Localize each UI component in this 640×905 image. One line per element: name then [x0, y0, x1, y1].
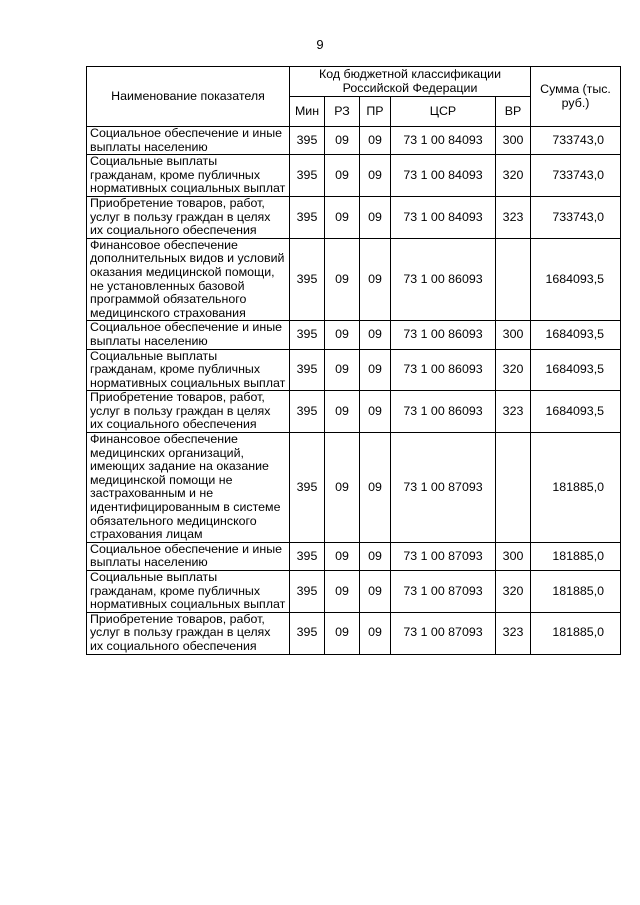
table-row [87, 571, 621, 613]
cell-min: 395 [290, 127, 325, 155]
cell-vr: 323 [496, 391, 531, 433]
cell-min: 395 [290, 196, 325, 238]
cell-name: Приобретение товаров, работ, услуг в пользу граждан в целях их социального обеспечения [87, 391, 290, 433]
cell-sum: 733743,0 [531, 196, 621, 238]
cell-pr: 09 [360, 571, 391, 613]
cell-rz: 09 [325, 349, 360, 391]
cell-pr: 09 [360, 155, 391, 197]
cell-rz: 09 [325, 542, 360, 570]
cell-sum: 181885,0 [531, 571, 621, 613]
cell-min: 395 [290, 433, 325, 543]
cell-min: 395 [290, 542, 325, 570]
cell-sum: 181885,0 [531, 612, 621, 654]
cell-vr [496, 238, 531, 321]
cell-name: Приобретение товаров, работ, услуг в пользу граждан в целях их социального обеспечения [87, 196, 290, 238]
cell-pr: 09 [360, 196, 391, 238]
cell-min: 395 [290, 155, 325, 197]
cell-vr: 323 [496, 612, 531, 654]
cell-sum: 181885,0 [531, 433, 621, 543]
cell-pr: 09 [360, 349, 391, 391]
table-row [87, 127, 621, 155]
cell-rz: 09 [325, 155, 360, 197]
cell-csr: 73 1 00 86093 [391, 321, 496, 349]
cell-min: 395 [290, 238, 325, 321]
cell-csr: 73 1 00 86093 [391, 238, 496, 321]
cell-vr: 320 [496, 155, 531, 197]
cell-rz: 09 [325, 433, 360, 543]
cell-pr: 09 [360, 127, 391, 155]
header-code-group: Код бюджетной классификации Российской Федерации [290, 67, 531, 97]
cell-rz: 09 [325, 391, 360, 433]
cell-sum: 181885,0 [531, 542, 621, 570]
cell-sum: 1684093,5 [531, 391, 621, 433]
cell-rz: 09 [325, 127, 360, 155]
table-row [87, 321, 621, 349]
cell-rz: 09 [325, 612, 360, 654]
cell-vr: 300 [496, 542, 531, 570]
cell-rz: 09 [325, 571, 360, 613]
cell-csr: 73 1 00 86093 [391, 391, 496, 433]
cell-pr: 09 [360, 542, 391, 570]
header-vr: ВР [496, 97, 531, 127]
cell-sum: 733743,0 [531, 127, 621, 155]
cell-csr: 73 1 00 86093 [391, 349, 496, 391]
cell-pr: 09 [360, 612, 391, 654]
header-name: Наименование показателя [87, 67, 290, 127]
table-row [87, 238, 621, 321]
cell-sum: 1684093,5 [531, 349, 621, 391]
cell-min: 395 [290, 571, 325, 613]
cell-csr: 73 1 00 84093 [391, 155, 496, 197]
cell-vr: 300 [496, 127, 531, 155]
header-csr: ЦСР [391, 97, 496, 127]
cell-min: 395 [290, 321, 325, 349]
table-row [87, 196, 621, 238]
cell-vr: 320 [496, 349, 531, 391]
cell-pr: 09 [360, 321, 391, 349]
table-row [87, 391, 621, 433]
cell-vr [496, 433, 531, 543]
cell-min: 395 [290, 349, 325, 391]
cell-pr: 09 [360, 433, 391, 543]
cell-csr: 73 1 00 84093 [391, 127, 496, 155]
cell-rz: 09 [325, 196, 360, 238]
header-sum: Сумма (тыс. руб.) [531, 67, 621, 127]
table-row [87, 542, 621, 570]
cell-rz: 09 [325, 238, 360, 321]
cell-vr: 323 [496, 196, 531, 238]
cell-csr: 73 1 00 87093 [391, 433, 496, 543]
cell-min: 395 [290, 612, 325, 654]
cell-sum: 733743,0 [531, 155, 621, 197]
table-row [87, 612, 621, 654]
table-body [87, 127, 621, 655]
cell-rz: 09 [325, 321, 360, 349]
header-pr: ПР [360, 97, 391, 127]
cell-csr: 73 1 00 84093 [391, 196, 496, 238]
cell-sum: 1684093,5 [531, 321, 621, 349]
cell-name: Социальные выплаты гражданам, кроме публичных нормативных социальных выплат [87, 571, 290, 613]
cell-name: Финансовое обеспечение дополнительных видов и условий оказания медицинской помощи, не установленных базовой программой обязательного медицинского страхования [87, 238, 290, 321]
cell-name: Приобретение товаров, работ, услуг в пользу граждан в целях их социального обеспечения [87, 612, 290, 654]
cell-name: Финансовое обеспечение медицинских организаций, имеющих задание на оказание медицинской помощи не застрахованным и не идентифицированным в системе обязательного медицинского страхования лицам [87, 433, 290, 543]
cell-csr: 73 1 00 87093 [391, 571, 496, 613]
cell-vr: 300 [496, 321, 531, 349]
cell-pr: 09 [360, 391, 391, 433]
cell-name: Социальное обеспечение и иные выплаты населению [87, 127, 290, 155]
cell-name: Социальные выплаты гражданам, кроме публичных нормативных социальных выплат [87, 349, 290, 391]
page-number: 9 [316, 37, 324, 52]
cell-csr: 73 1 00 87093 [391, 612, 496, 654]
cell-sum: 1684093,5 [531, 238, 621, 321]
table-row [87, 155, 621, 197]
cell-csr: 73 1 00 87093 [391, 542, 496, 570]
header-min: Мин [290, 97, 325, 127]
cell-name: Социальные выплаты гражданам, кроме публичных нормативных социальных выплат [87, 155, 290, 197]
header-rz: РЗ [325, 97, 360, 127]
cell-name: Социальное обеспечение и иные выплаты населению [87, 321, 290, 349]
table-row [87, 433, 621, 543]
cell-min: 395 [290, 391, 325, 433]
budget-classification-table [86, 66, 621, 655]
cell-pr: 09 [360, 238, 391, 321]
table-header-row [87, 67, 621, 97]
cell-vr: 320 [496, 571, 531, 613]
cell-name: Социальное обеспечение и иные выплаты населению [87, 542, 290, 570]
table-row [87, 349, 621, 391]
